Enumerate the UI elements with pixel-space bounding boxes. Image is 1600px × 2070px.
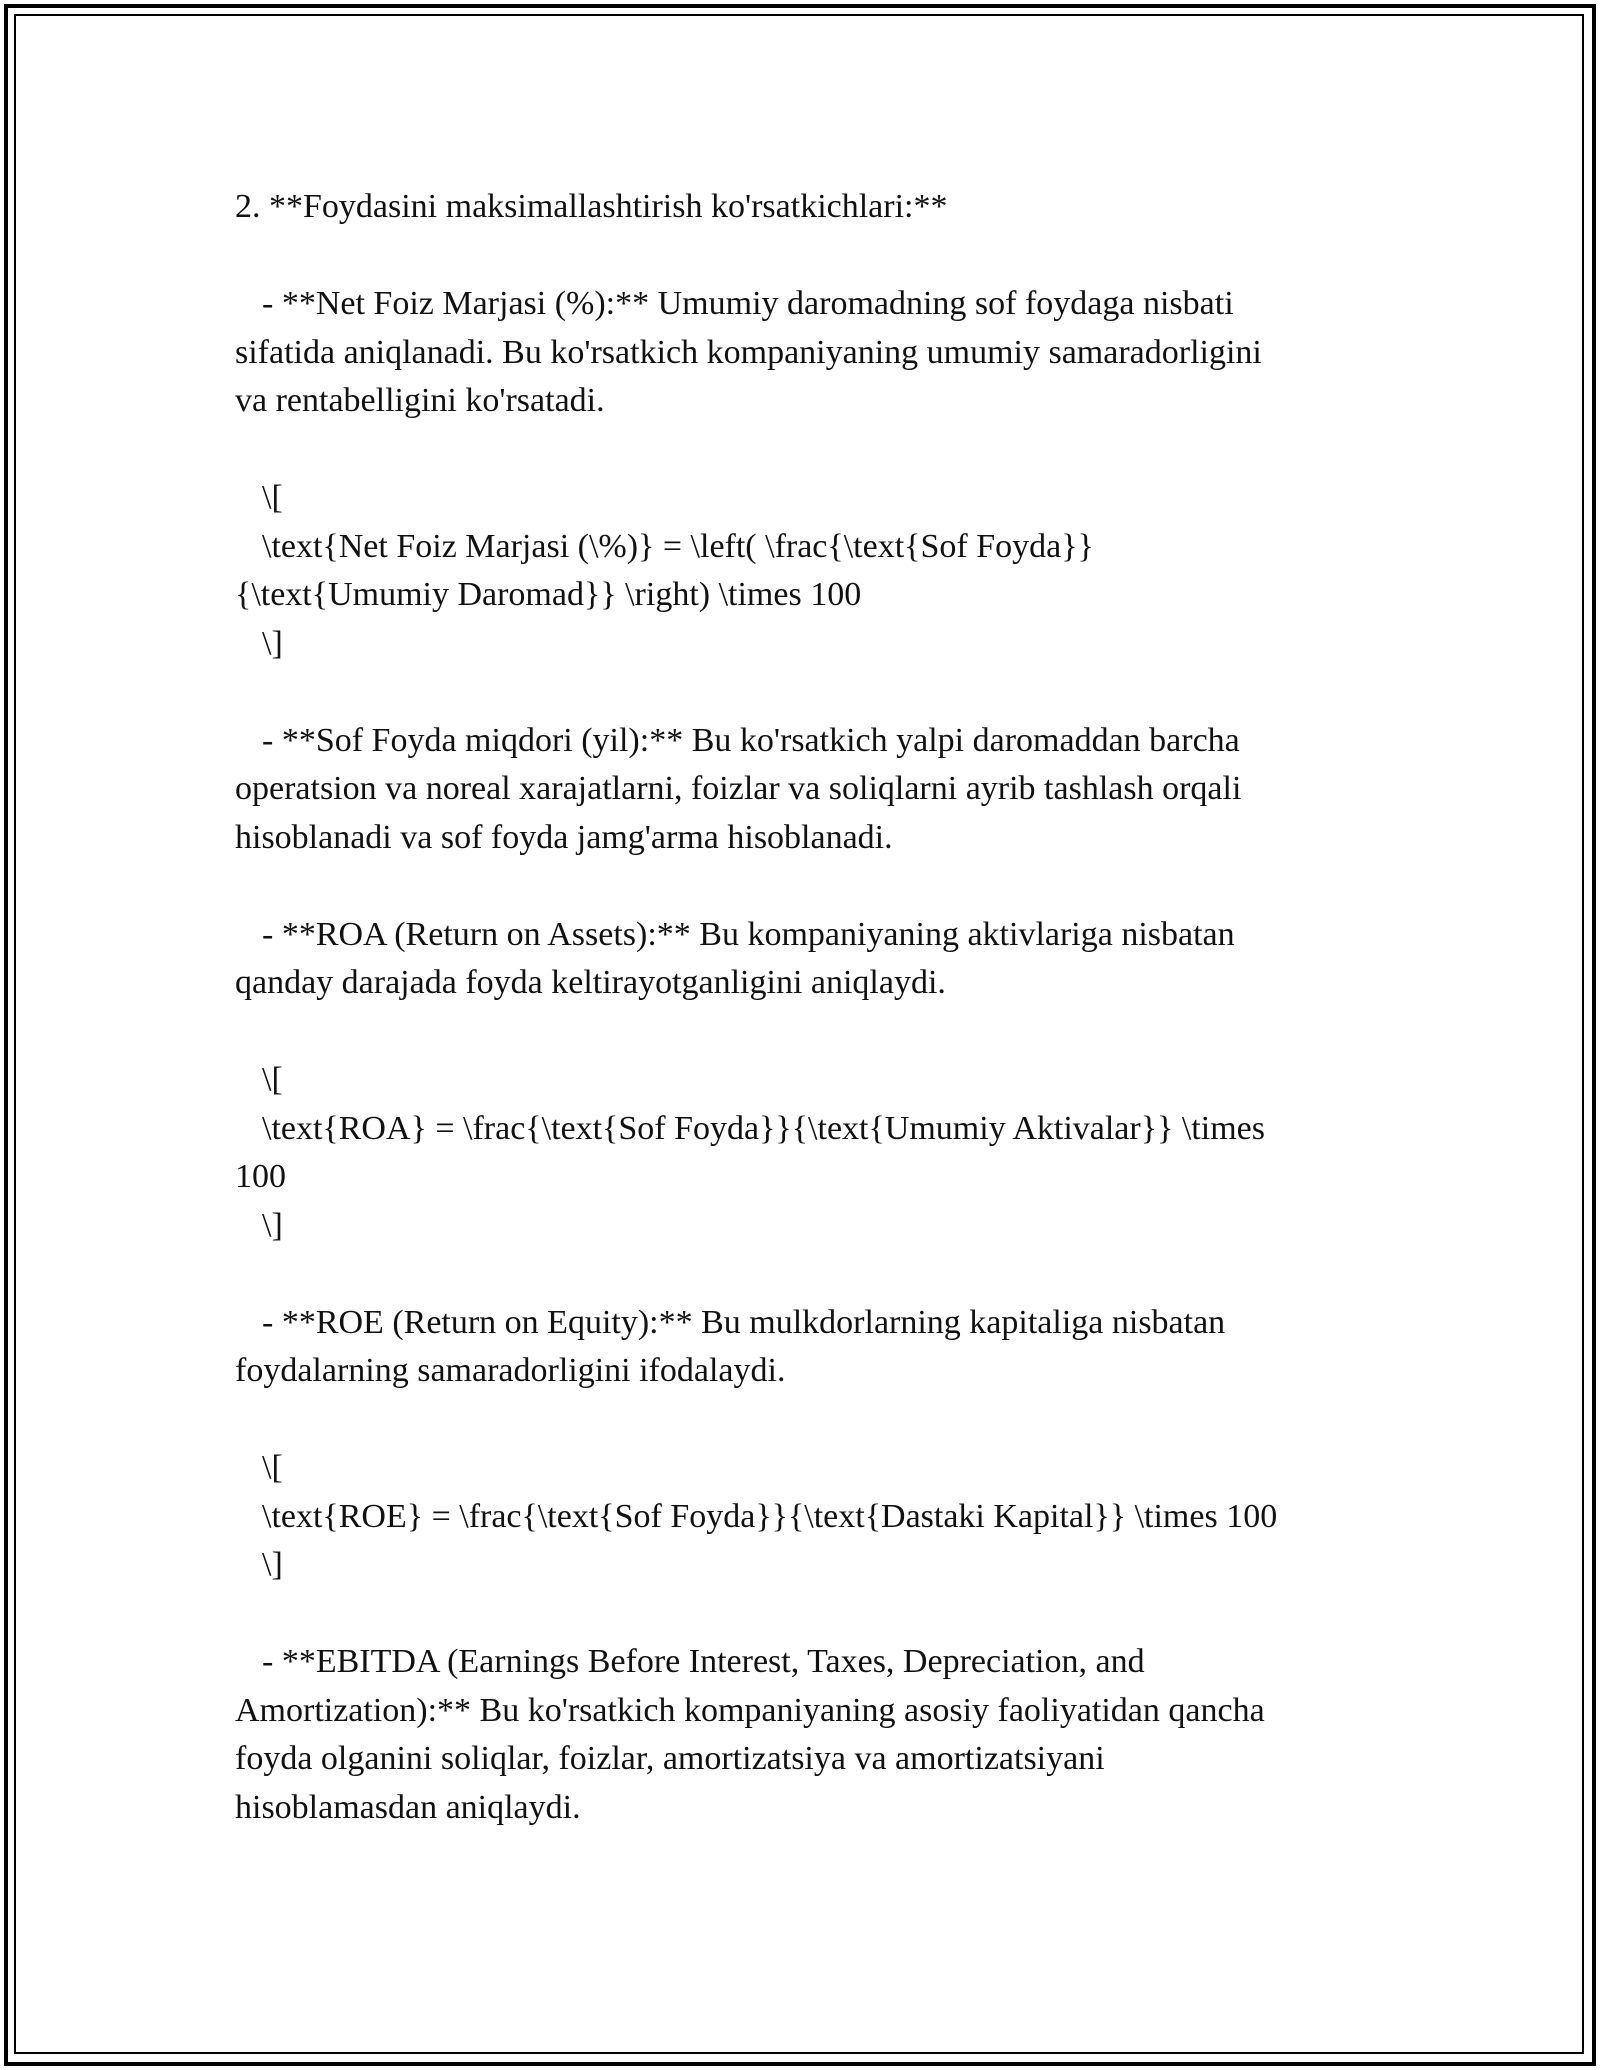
text-line: - **ROE (Return on Equity):** Bu mulkdorlarning kapitaliga nisbatan — [262, 1303, 1226, 1341]
formula-line: \[ — [262, 1449, 283, 1486]
text-line: hisoblamasdan aniqlaydi. — [235, 1788, 581, 1826]
paragraph-sof-foyda — [235, 717, 1365, 863]
section-heading: 2. **Foydasini maksimallashtirish ko'rsatkichlari:** — [235, 188, 948, 225]
paragraph-net-foiz-marjasi — [235, 280, 1365, 426]
text-line: va rentabelligini ko'rsatadi. — [235, 382, 605, 419]
formula-net-foiz-marjasi — [235, 474, 1365, 668]
paragraph-roe — [235, 1299, 1365, 1396]
text-line: - **Net Foiz Marjasi (%):** Umumiy daromadning sof foydaga nisbati — [262, 285, 1234, 322]
spacer — [235, 1008, 1365, 1057]
formula-line: \] — [262, 1206, 283, 1244]
paragraph-ebitda — [235, 1638, 1365, 1832]
text-line: operatsion va noreal xarajatlarni, foizlar va soliqlarni ayrib tashlash orqali — [235, 770, 1242, 807]
formula-line: \] — [262, 1546, 283, 1583]
formula-line: {\text{Umumiy Daromad}} \right) \times 100 — [235, 576, 862, 613]
formula-roe — [235, 1444, 1365, 1590]
text-line: foydalarning samaradorligini ifodalaydi. — [235, 1352, 786, 1389]
text-line: foyda olganini soliqlar, foizlar, amortizatsiya va amortizatsiyani — [235, 1740, 1105, 1777]
text-line: Amortization):** Bu ko'rsatkich kompaniyaning asosiy faoliyatidan qancha — [235, 1691, 1265, 1729]
spacer — [235, 862, 1365, 911]
paragraph-roa — [235, 911, 1365, 1008]
formula-line: 100 — [235, 1158, 286, 1195]
spacer — [235, 426, 1365, 475]
formula-line: \text{ROA} = \frac{\text{Sof Foyda}}{\text{Umumiy Aktivalar}} \times — [262, 1109, 1265, 1147]
text-line: qanday darajada foyda keltirayotganligini aniqlaydi. — [235, 964, 946, 1001]
formula-line: \text{Net Foiz Marjasi (\%)} = \left( \frac{\text{Sof Foyda}} — [262, 527, 1094, 565]
text-line: - **EBITDA (Earnings Before Interest, Taxes, Depreciation, and — [262, 1643, 1145, 1680]
spacer — [235, 1250, 1365, 1299]
document-body — [235, 183, 1365, 1832]
text-line: sifatida aniqlanadi. Bu ko'rsatkich kompaniyaning umumiy samaradorligini — [235, 333, 1262, 371]
spacer — [235, 232, 1365, 281]
formula-line: \[ — [262, 479, 283, 516]
spacer — [235, 1590, 1365, 1639]
text-line: hisoblanadi va sof foyda jamg'arma hisoblanadi. — [235, 818, 893, 856]
text-line: - **Sof Foyda miqdori (yil):** Bu ko'rsatkich yalpi daromaddan barcha — [262, 721, 1240, 759]
text-line: - **ROA (Return on Assets):** Bu kompaniyaning aktivlariga nisbatan — [262, 915, 1235, 953]
formula-line: \text{ROE} = \frac{\text{Sof Foyda}}{\text{Dastaki Kapital}} \times 100 — [262, 1497, 1278, 1535]
spacer — [235, 1396, 1365, 1445]
formula-line: \[ — [262, 1061, 283, 1098]
formula-roa — [235, 1056, 1365, 1250]
spacer — [235, 668, 1365, 717]
formula-line: \] — [262, 624, 283, 662]
